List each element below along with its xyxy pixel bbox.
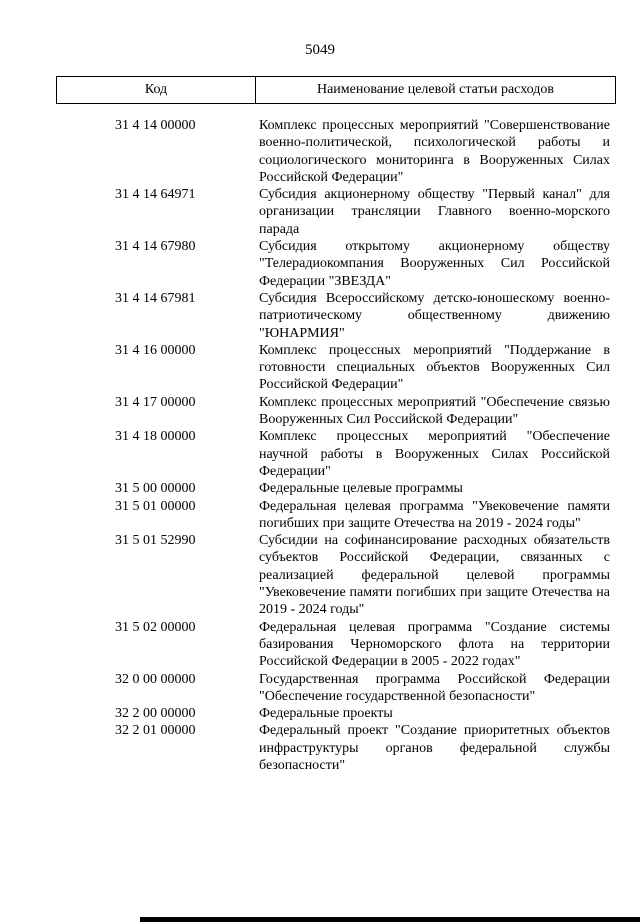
header-name: Наименование целевой статьи расходов <box>316 82 555 97</box>
table-row <box>0 186 640 238</box>
row-code: 32 2 01 00000 <box>115 723 196 739</box>
row-code: 31 5 01 00000 <box>115 498 196 514</box>
row-name: Федеральный проект "Создание приоритетных объектов инфраструктуры органов федеральной службы безопасности" <box>259 723 610 773</box>
table-row <box>0 238 640 290</box>
row-name: Комплекс процессных мероприятий "Поддержание в готовности специальных объектов Вооруженных Сил Российской Федерации" <box>259 342 610 393</box>
table-row <box>0 619 640 671</box>
row-name: Государственная программа Российской Федерации "Обеспечение государственной безопасности" <box>259 671 610 704</box>
table-row <box>0 532 640 618</box>
row-code: 31 4 16 00000 <box>115 342 196 358</box>
table-row <box>0 428 640 480</box>
table-row <box>0 671 640 706</box>
table-row <box>0 342 640 394</box>
table-header <box>56 76 616 104</box>
row-name: Комплекс процессных мероприятий "Обеспечение связью Вооруженных Сил Российской Федерации" <box>259 394 610 428</box>
row-code: 31 5 02 00000 <box>115 619 196 635</box>
row-name: Комплекс процессных мероприятий "Обеспечение научной работы в Вооруженных Силах Российской Федерации" <box>259 429 610 479</box>
scan-edge <box>140 917 640 922</box>
row-code: 31 5 01 52990 <box>115 533 196 549</box>
table-row <box>0 498 640 533</box>
table-row <box>0 290 640 342</box>
row-name: Федеральные целевые программы <box>259 481 463 497</box>
row-name: Субсидии на софинансирование расходных обязательств субъектов Российской Федерации, связанных с реализацией федеральной целевой программы "Увековечение памяти погибших при защите Отечества на 2019 - 2024 годы" <box>259 533 610 618</box>
table-row <box>0 394 640 429</box>
header-code: Код <box>57 77 256 103</box>
row-code: 31 4 14 64971 <box>115 187 196 203</box>
table-row <box>0 705 640 722</box>
row-name: Федеральная целевая программа "Создание системы базирования Черноморского флота на территории Российской Федерации в 2005 - 2022 годах" <box>259 619 610 670</box>
row-code: 32 2 00 00000 <box>115 706 196 722</box>
row-name: Субсидия акционерному обществу "Первый канал" для организации трансляции Главного военно-морского парада <box>259 187 610 237</box>
row-name: Федеральные проекты <box>259 706 393 722</box>
row-code: 32 0 00 00000 <box>115 671 196 687</box>
table-row <box>0 117 640 186</box>
row-name: Субсидия открытому акционерному обществу "Телерадиокомпания Вооруженных Сил Российской Федерации "ЗВЕЗДА" <box>259 239 610 289</box>
table-row <box>0 722 640 774</box>
row-code: 31 4 14 67981 <box>115 290 196 306</box>
row-code: 31 4 17 00000 <box>115 394 196 410</box>
row-name: Федеральная целевая программа "Увековечение памяти погибших при защите Отечества на 2019 - 2024 годы" <box>259 498 610 531</box>
page-number: 5049 <box>305 42 335 58</box>
row-code: 31 4 14 67980 <box>115 239 196 255</box>
row-code: 31 4 14 00000 <box>115 118 196 133</box>
row-code: 31 5 00 00000 <box>115 481 196 497</box>
row-name: Субсидия Всероссийскому детско-юношескому военно-патриотическому общественному движению "ЮНАРМИЯ" <box>259 290 610 341</box>
row-code: 31 4 18 00000 <box>115 429 196 445</box>
table-row <box>0 480 640 497</box>
row-name: Комплекс процессных мероприятий "Совершенствование военно-политической, психологической работы и социологического мониторинга в Вооруженных Силах Российской Федерации" <box>259 118 610 185</box>
table-body <box>0 117 640 774</box>
